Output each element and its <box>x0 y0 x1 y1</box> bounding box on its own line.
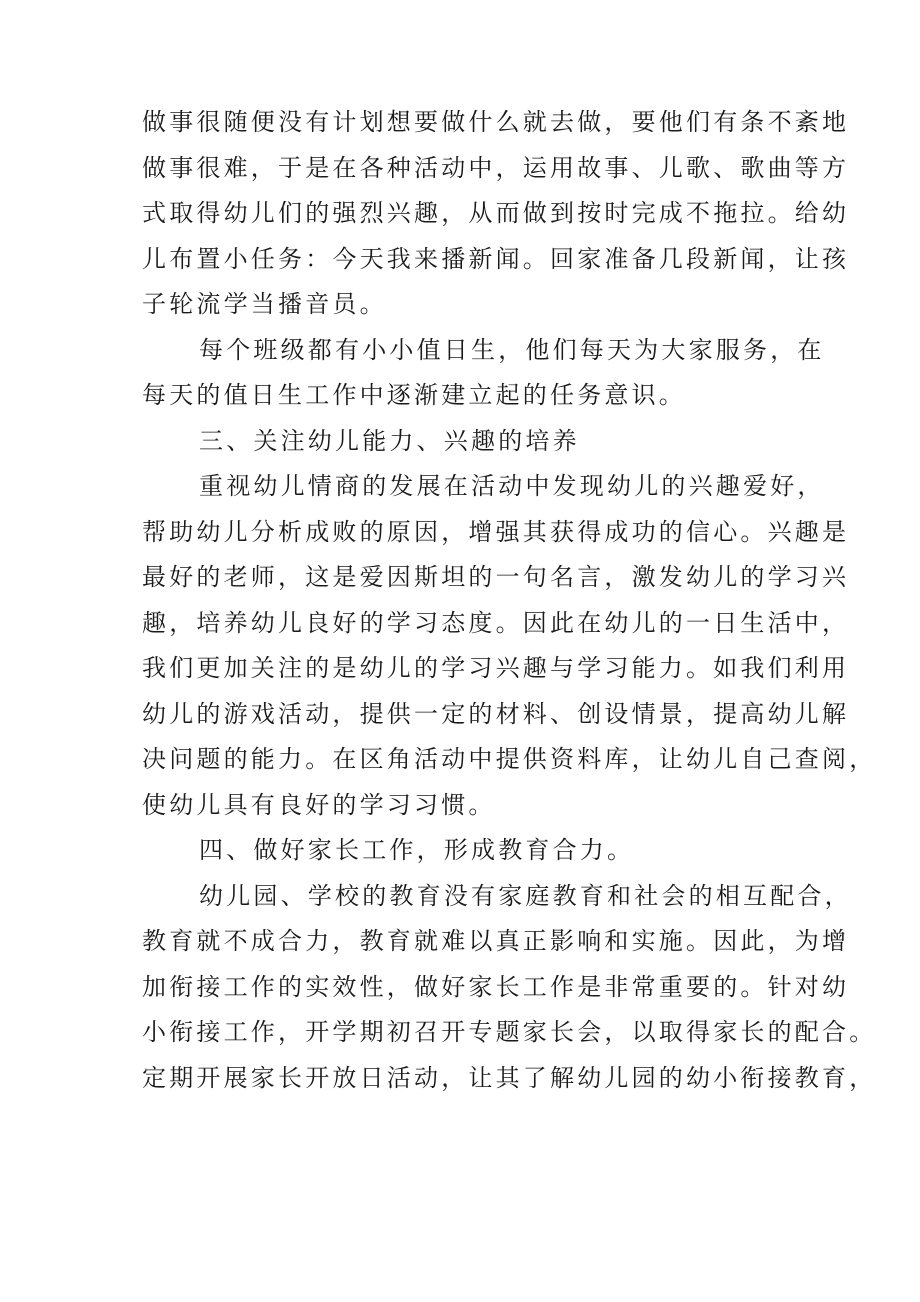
paragraph-4 <box>142 464 877 828</box>
document-page <box>142 100 877 1101</box>
text-line: 加衔接工作的实效性，做好家长工作是非常重要的。针对幼 <box>142 972 850 1001</box>
text-line: 最好的老师，这是爱因斯坦的一句名言，激发幼儿的学习兴 <box>142 563 850 591</box>
text-line: 式取得幼儿们的强烈兴趣，从而做到按时完成不拖拉。给幼 <box>142 199 850 227</box>
text-line: 每天的值日生工作中逐渐建立起的任务意识。 <box>142 381 686 409</box>
heading-text: 四、做好家长工作，形成教育合力。 <box>199 836 635 864</box>
text-line: 小衔接工作，开学期初召开专题家长会，以取得家长的配合。 <box>142 1018 877 1046</box>
text-line: 子轮流学当播音员。 <box>142 290 387 318</box>
text-line: 每个班级都有小小值日生，他们每天为大家服务，在 <box>199 335 825 364</box>
text-line: 趣，培养幼儿良好的学习态度。因此在幼儿的一日生活中， <box>142 608 850 637</box>
text-line: 做事很难，于是在各种活动中，运用故事、儿歌、歌曲等方 <box>142 153 850 182</box>
text-line: 我们更加关注的是幼儿的学习兴趣与学习能力。如我们利用 <box>142 654 850 682</box>
paragraph-2 <box>142 328 825 419</box>
paragraph-1 <box>142 100 850 328</box>
section-heading-4 <box>142 828 782 874</box>
text-line: 做事很随便没有计划想要做什么就去做，要他们有条不紊地 <box>142 108 850 136</box>
paragraph-6 <box>142 874 877 1102</box>
text-line: 教育就不成合力，教育就难以真正影响和实施。因此，为增 <box>142 927 850 955</box>
text-line: 决问题的能力。在区角活动中提供资料库，让幼儿自己查阅， <box>142 745 877 773</box>
text-line: 幼儿园、学校的教育没有家庭教育和社会的相互配合， <box>199 881 852 910</box>
text-line: 儿布置小任务：今天我来播新闻。回家准备几段新闻，让孩 <box>142 244 850 273</box>
text-line: 使幼儿具有良好的学习习惯。 <box>142 790 496 819</box>
heading-text: 三、关注幼儿能力、兴趣的培养 <box>199 426 580 455</box>
text-line: 幼儿的游戏活动，提供一定的材料、创设情景，提高幼儿解 <box>142 699 850 728</box>
text-line: 定期开展家长开放日活动，让其了解幼儿园的幼小衔接教育， <box>142 1063 877 1092</box>
text-line: 重视幼儿情商的发展在活动中发现幼儿的兴趣爱好， <box>199 472 825 500</box>
text-line: 帮助幼儿分析成败的原因，增强其获得成功的信心。兴趣是 <box>142 517 850 546</box>
section-heading-3 <box>142 419 782 465</box>
